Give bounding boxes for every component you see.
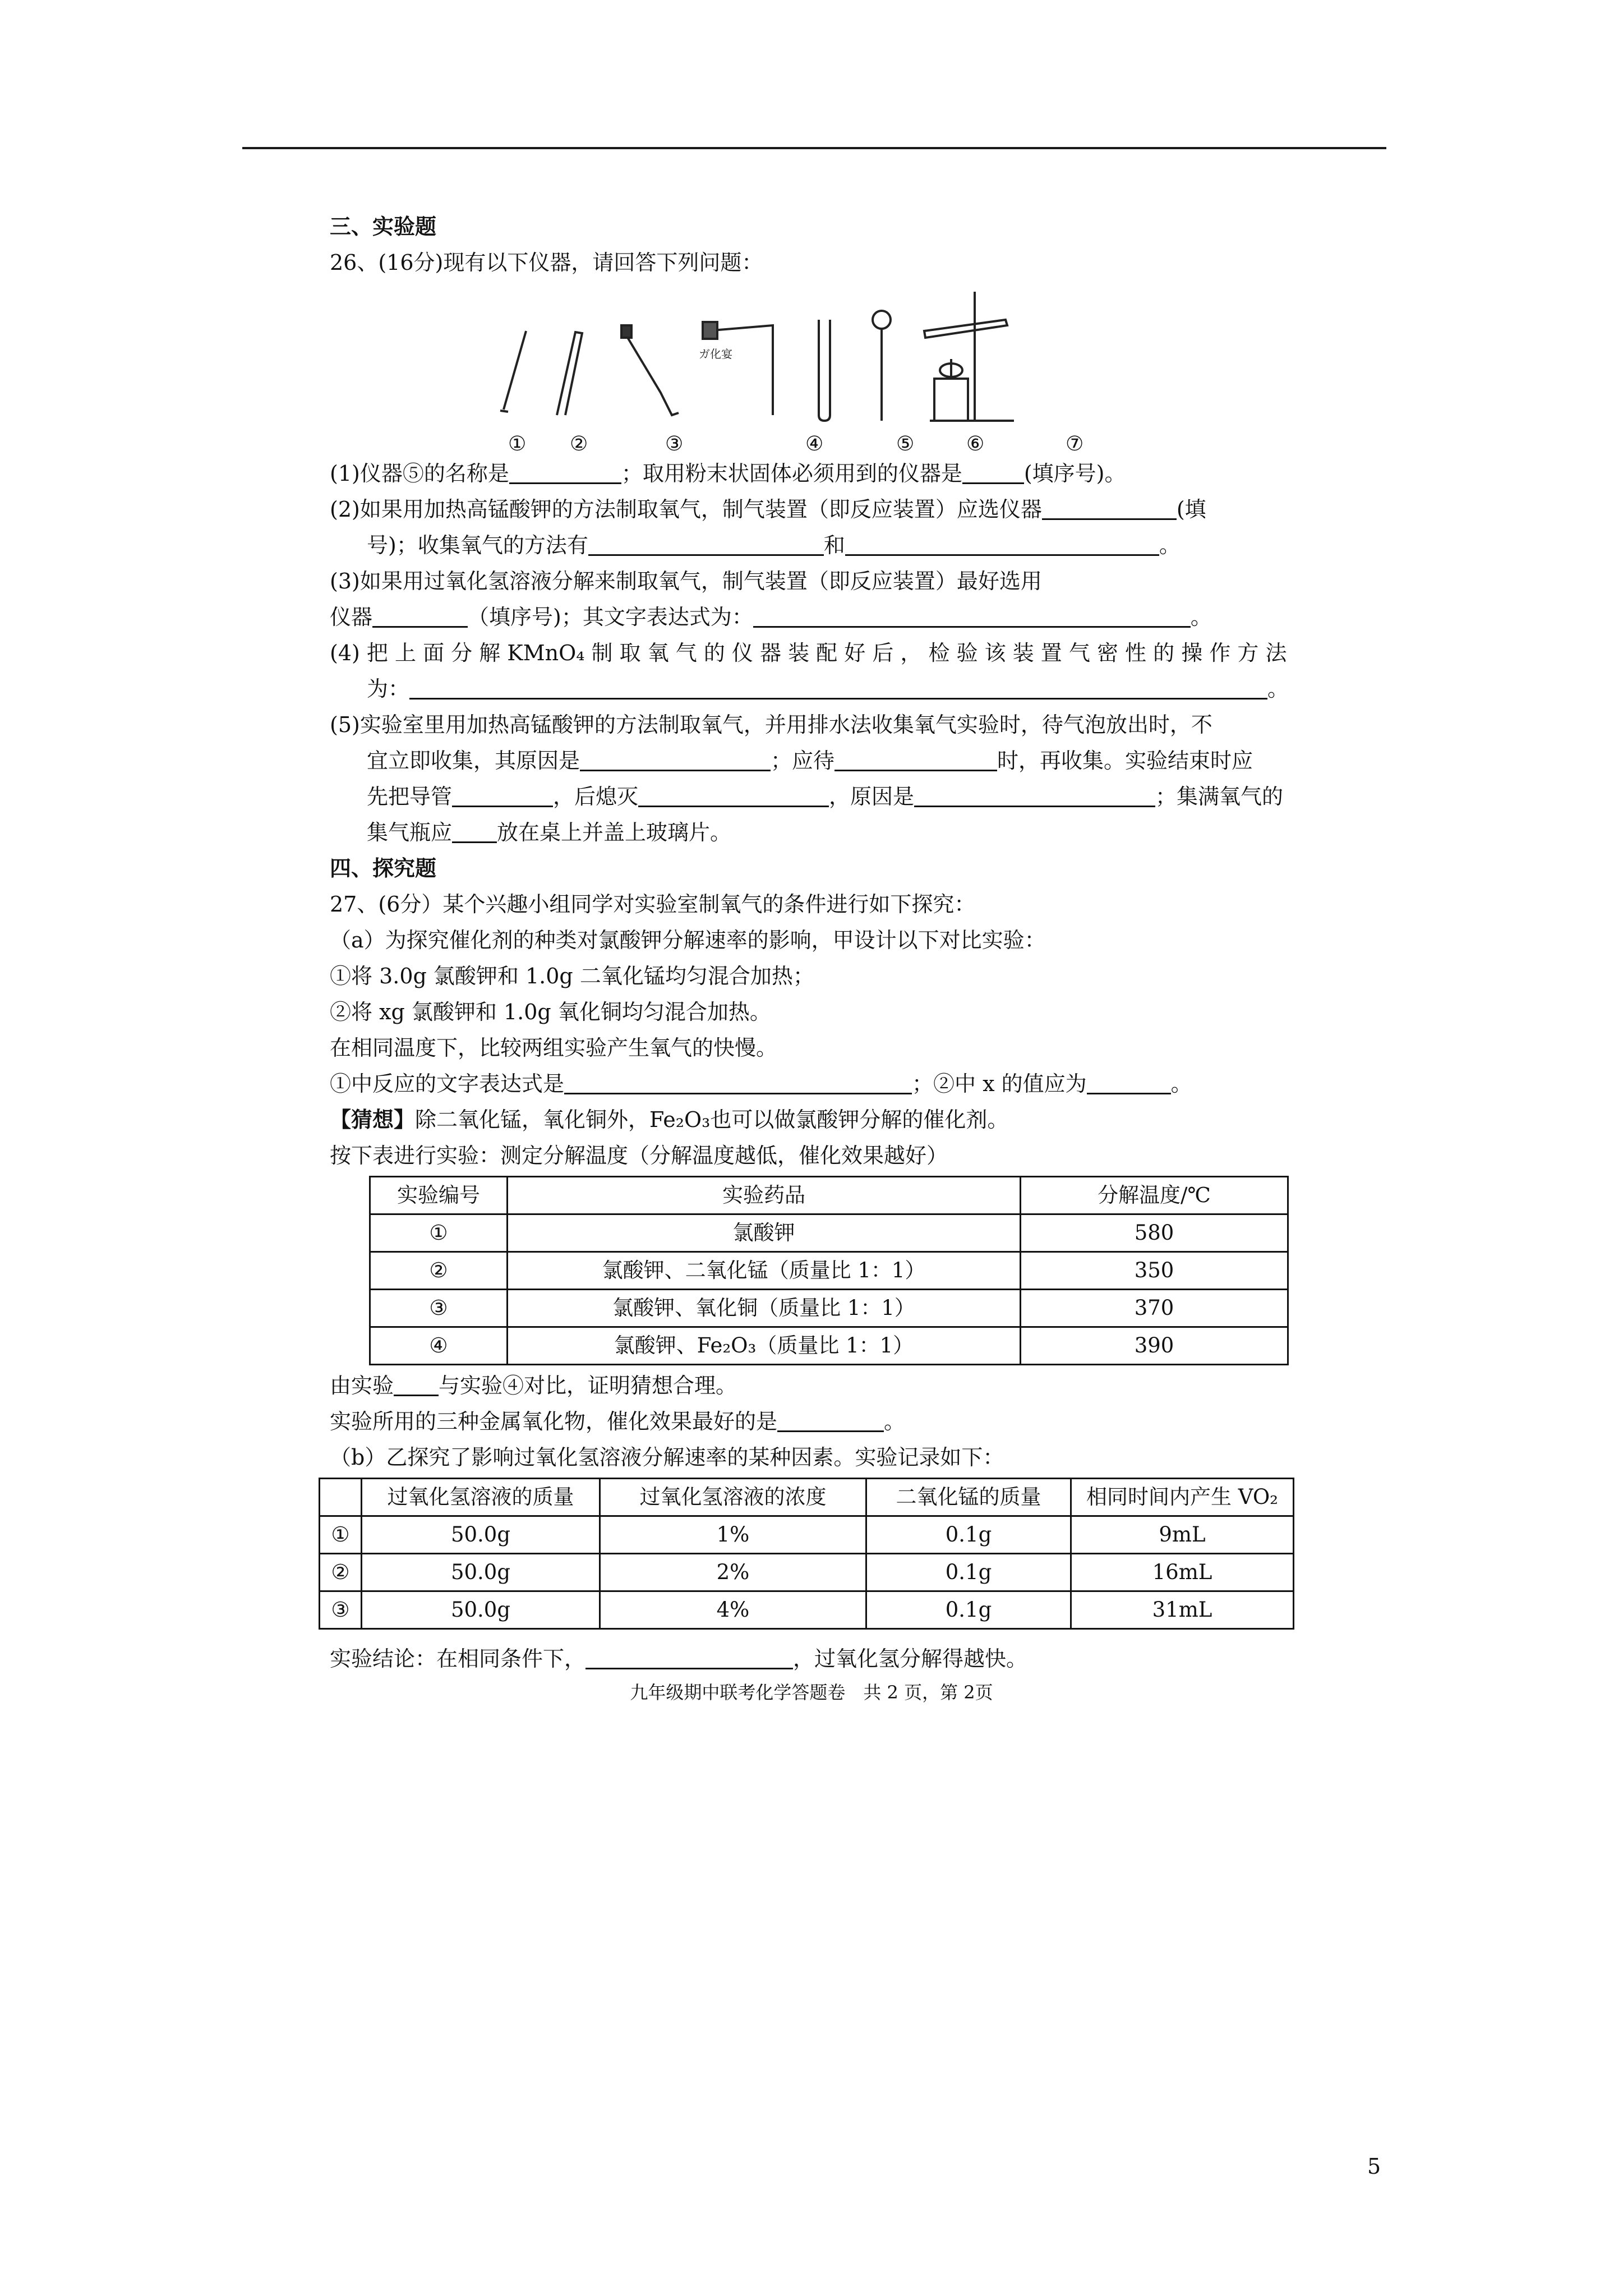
blank-7[interactable] bbox=[753, 604, 1191, 628]
q26-part5-line3: 先把导管 ，后熄灭 ，原因是 ；集满氧气的 bbox=[367, 784, 1284, 809]
q27-stem: 27、(6分）某个兴趣小组同学对实验室制氧气的条件进行如下探究： bbox=[330, 892, 976, 917]
table-row: ① 氯酸钾 580 bbox=[370, 1214, 1288, 1252]
figure-label-7: ⑦ bbox=[1066, 432, 1084, 455]
blank-12[interactable] bbox=[638, 783, 829, 807]
q26-part4-line2: 为： 。 bbox=[367, 677, 1289, 701]
instrument-3-drawing bbox=[627, 337, 679, 415]
blank-17[interactable] bbox=[394, 1372, 439, 1396]
table-row: ① 50.0g 1% 0.1g 9mL bbox=[320, 1516, 1294, 1554]
q26-part3-line1: (3)如果用过氧化氢溶液分解来制取氧气，制气装置（即反应装置）最好选用 bbox=[330, 569, 1042, 593]
blank-4[interactable] bbox=[588, 532, 824, 556]
q26-part4-line1: (4) 把 上 面 分 解 KMnO₄ 制 取 氧 气 的 仪 器 装 配 好 后 ， 检 验 该 装 置 气 密 性 的 操 作 方 法 bbox=[330, 641, 1287, 665]
q27-b-intro: （b）乙探究了影响过氧化氢溶液分解速率的某种因素。实验记录如下： bbox=[330, 1445, 1004, 1470]
blank-18[interactable] bbox=[777, 1408, 884, 1432]
q26-part2-line2: 号)；收集氧气的方法有 和 。 bbox=[367, 533, 1181, 558]
q26-part3-line2: 仪器 （填序号)；其文字表达式为： 。 bbox=[330, 605, 1212, 629]
table-row: ② 50.0g 2% 0.1g 16mL bbox=[320, 1554, 1294, 1591]
q27-a1: ①将 3.0g 氯酸钾和 1.0g 二氧化锰均匀混合加热； bbox=[330, 964, 814, 988]
blank-13[interactable] bbox=[914, 783, 1155, 807]
exam-content bbox=[330, 209, 1328, 1677]
blank-6[interactable] bbox=[372, 604, 468, 628]
blank-19[interactable] bbox=[585, 1645, 793, 1669]
instrument-5-drawing bbox=[819, 320, 830, 421]
guess-tag: 【猜想】 bbox=[330, 1107, 416, 1132]
q27-a4: ①中反应的文字表达式是 ；②中 x 的值应为 。 bbox=[330, 1071, 1192, 1096]
blank-8[interactable] bbox=[409, 675, 1267, 700]
blank-14[interactable] bbox=[452, 819, 497, 843]
q26-part5-line2: 宜立即收集，其原因是 ；应待 时，再收集。实验结束时应 bbox=[367, 748, 1253, 773]
blank-3[interactable] bbox=[1042, 496, 1177, 520]
figure-label-3: ③ bbox=[665, 432, 684, 455]
blank-1[interactable] bbox=[509, 460, 621, 484]
blank-10[interactable] bbox=[834, 747, 997, 771]
table-row: ③ 氯酸钾、氧化铜（质量比 1：1） 370 bbox=[370, 1290, 1288, 1327]
q26-part5-line1: (5)实验室里用加热高锰酸钾的方法制取氧气，并用排水法收集氧气实验时，待气泡放出时，不 bbox=[330, 712, 1212, 737]
table-row: ④ 氯酸钾、Fe₂O₃（质量比 1：1） 390 bbox=[370, 1327, 1288, 1365]
table1-header-row: 实验编号 实验药品 分解温度/℃ bbox=[370, 1177, 1288, 1214]
blank-5[interactable] bbox=[845, 532, 1159, 556]
q27-c2: 实验所用的三种金属氧化物，催化效果最好的是 。 bbox=[330, 1409, 906, 1434]
blank-11[interactable] bbox=[452, 783, 553, 807]
q27-table-intro: 按下表进行实验：测定分解温度（分解温度越低，催化效果越好） bbox=[330, 1143, 948, 1168]
instrument-1-drawing bbox=[504, 331, 526, 409]
q27-a2: ②将 xg 氯酸钾和 1.0g 氧化铜均匀混合加热。 bbox=[330, 1000, 771, 1024]
q26-part5-line4: 集气瓶应 放在桌上并盖上玻璃片。 bbox=[367, 820, 732, 845]
q27-guess: 【猜想】除二氧化锰，氧化铜外，Fe₂O₃也可以做氯酸钾分解的催化剂。 bbox=[330, 1107, 1009, 1132]
section-3-title: 三、实验题 bbox=[330, 214, 437, 239]
header-rule bbox=[242, 147, 1386, 149]
figure-label-2: ② bbox=[570, 432, 588, 455]
figure-label-5: ⑤ bbox=[896, 432, 915, 455]
page-number: 5 bbox=[1367, 2154, 1381, 2179]
q26-stem: 26、(16分)现有以下仪器，请回答下列问题： bbox=[330, 250, 763, 275]
blank-2[interactable] bbox=[962, 460, 1024, 484]
q27-c1: 由实验 与实验④对比，证明猜想合理。 bbox=[330, 1373, 737, 1398]
table2-header-row: 过氧化氢溶液的质量 过氧化氢溶液的浓度 二氧化锰的质量 相同时间内产生 VO₂ bbox=[320, 1479, 1294, 1516]
figure-label-1: ① bbox=[508, 432, 527, 455]
table-row: ③ 50.0g 4% 0.1g 31mL bbox=[320, 1591, 1294, 1629]
q26-part2-line1: (2)如果用加热高锰酸钾的方法制取氧气，制气装置（即反应装置）应选仪器 (填 bbox=[330, 497, 1206, 522]
blank-9[interactable] bbox=[580, 747, 771, 771]
q26-part1: (1)仪器⑤的名称是 ；取用粉末状固体必须用到的仪器是 (填序号)。 bbox=[330, 461, 1126, 486]
blank-15[interactable] bbox=[564, 1070, 912, 1094]
hydrogen-peroxide-table bbox=[319, 1478, 1294, 1630]
section-4-title: 四、探究题 bbox=[330, 855, 437, 881]
instrument-2-drawing bbox=[557, 332, 582, 415]
instrument-6-drawing bbox=[873, 311, 891, 329]
figure-annotation: ガ化宴 bbox=[699, 347, 732, 361]
page-footer: 九年级期中联考化学答题卷 共 2 页，第 2页 bbox=[630, 1682, 993, 1703]
apparatus-figure bbox=[330, 280, 1328, 455]
decomposition-temperature-table bbox=[369, 1176, 1289, 1365]
q27-conclusion: 实验结论：在相同条件下， ，过氧化氢分解得越快。 bbox=[330, 1646, 1028, 1671]
blank-16[interactable] bbox=[1087, 1070, 1171, 1094]
q27-a3: 在相同温度下，比较两组实验产生氧气的快慢。 bbox=[330, 1036, 778, 1060]
figure-label-4: ④ bbox=[805, 432, 824, 455]
q27-a-intro: （a）为探究催化剂的种类对氯酸钾分解速率的影响，甲设计以下对比实验： bbox=[330, 928, 1046, 953]
figure-label-6: ⑥ bbox=[966, 432, 985, 455]
table-row: ② 氯酸钾、二氧化锰（质量比 1：1） 350 bbox=[370, 1252, 1288, 1290]
